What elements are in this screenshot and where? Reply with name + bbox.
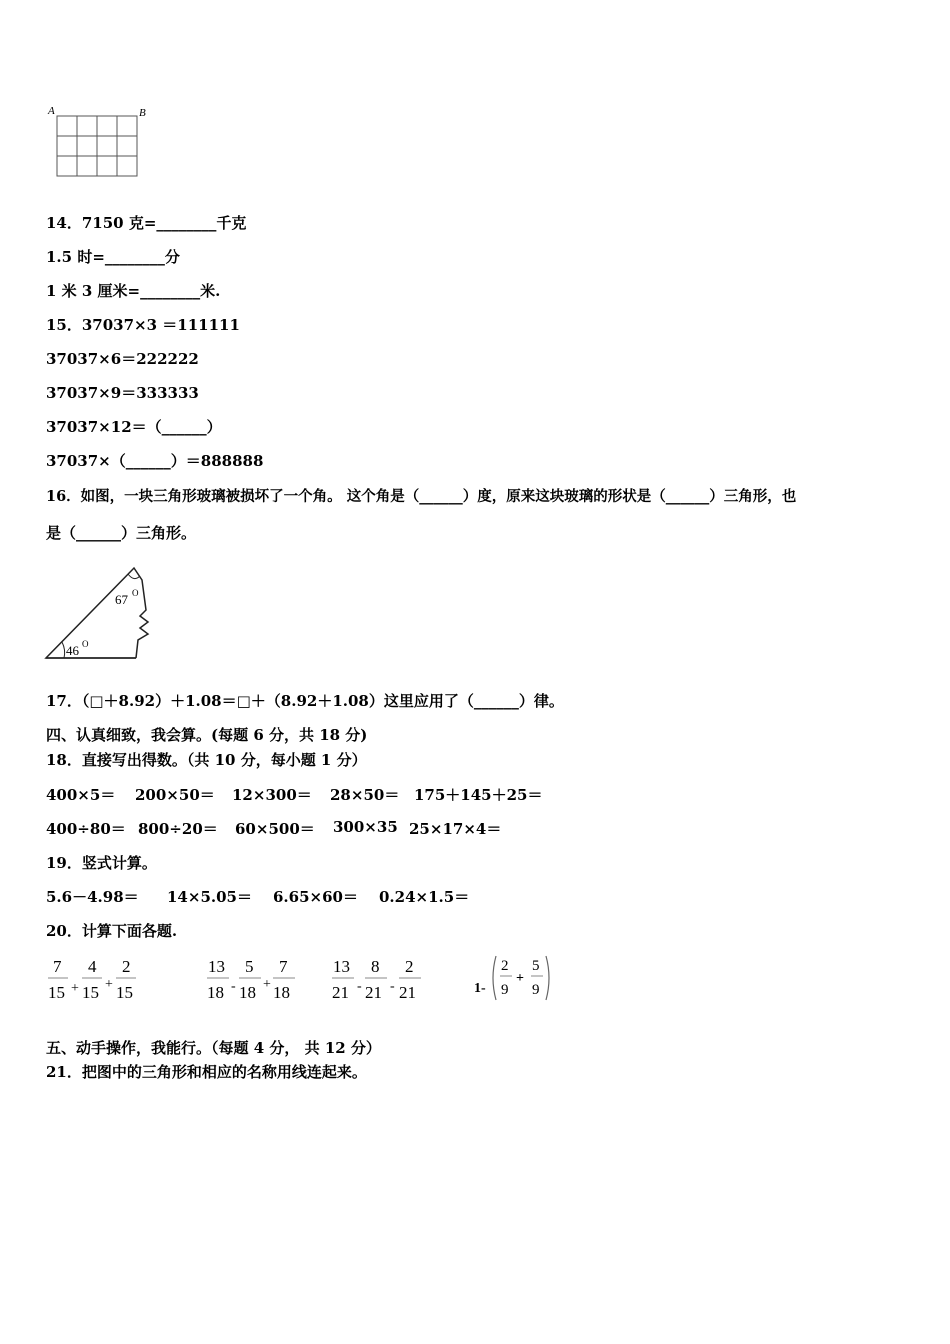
broken-triangle-figure	[40, 560, 180, 670]
frac-denominator: 9	[501, 982, 509, 998]
q18-r2-c4: 300×35	[333, 818, 398, 836]
grid-label-b: B	[139, 107, 146, 119]
q20-expr3	[332, 957, 421, 1002]
q19-item2: 14×5.05＝	[167, 888, 252, 906]
section4-title: 四、认真细致，我会算。(每题 6 分，共 18 分)	[46, 726, 368, 744]
q18-r2-c2: 800÷20＝	[138, 820, 218, 838]
left-paren	[493, 956, 496, 1000]
q19-item3: 6.65×60＝	[273, 888, 358, 906]
frac-denominator: 21	[365, 983, 382, 1002]
grid-label-a: A	[48, 105, 55, 117]
q20-expr2	[207, 957, 295, 1002]
q18-r1-c5: 175＋145＋25＝	[414, 786, 543, 804]
angle-arc-bottom	[62, 642, 65, 658]
frac-denominator: 21	[399, 983, 416, 1002]
q18-r2-c1: 400÷80＝	[46, 820, 126, 838]
q14-line2: 1.5 时=________分	[46, 248, 180, 266]
q16-line1: 16．如图，一块三角形玻璃被损坏了一个角。 这个角是（______）度，原来这块玻璃的形状是（______）三角形，也	[46, 488, 797, 505]
frac-numerator: 2	[405, 957, 414, 976]
q20-title: 20．计算下面各题.	[46, 922, 178, 940]
frac-numerator: 13	[333, 957, 350, 976]
op: -	[390, 979, 395, 994]
frac-numerator: 7	[53, 957, 62, 976]
q16-line2: 是（______）三角形。	[46, 524, 197, 542]
degree-mark-46: O	[82, 639, 89, 649]
q21-title: 21．把图中的三角形和相应的名称用线连起来。	[46, 1063, 367, 1081]
frac-denominator: 18	[273, 983, 290, 1002]
frac-numerator: 2	[122, 957, 131, 976]
q18-title: 18．直接写出得数。（共 10 分，每小题 1 分）	[46, 751, 367, 769]
section5-title: 五、动手操作，我能行。（每题 4 分， 共 12 分）	[46, 1039, 381, 1057]
grid-lines	[57, 116, 137, 176]
q18-r1-c4: 28×50＝	[330, 786, 400, 804]
op: +	[263, 977, 271, 992]
q20-expr4	[474, 956, 549, 1000]
q18-r1-c2: 200×50＝	[135, 786, 215, 804]
frac-denominator: 18	[239, 983, 256, 1002]
frac-denominator: 21	[332, 983, 349, 1002]
triangle-outline	[46, 568, 148, 658]
q14-line1: 14．7150 克=________千克	[46, 214, 247, 232]
q15-line1: 15．37037×3 ＝111111	[46, 316, 240, 334]
op: +	[105, 977, 113, 992]
angle-label-46: 46	[66, 643, 79, 658]
q15-line3: 37037×9＝333333	[46, 384, 199, 402]
q18-r2-c5: 25×17×4＝	[409, 820, 502, 838]
q19-item1: 5.6－4.98＝	[46, 888, 139, 906]
right-paren	[546, 956, 549, 1000]
frac-numerator: 2	[501, 958, 509, 974]
frac-numerator: 8	[371, 957, 380, 976]
frac-numerator: 13	[208, 957, 225, 976]
q20-expr1	[48, 957, 136, 1002]
frac-numerator: 5	[532, 958, 540, 974]
q18-r1-c3: 12×300＝	[232, 786, 312, 804]
q18-r1-c1: 400×5＝	[46, 786, 116, 804]
frac-denominator: 15	[116, 983, 133, 1002]
degree-mark-67: O	[132, 588, 139, 598]
q19-item4: 0.24×1.5＝	[379, 888, 470, 906]
q15-line2: 37037×6＝222222	[46, 350, 199, 368]
q14-line3: 1 米 3 厘米=________米.	[46, 282, 221, 300]
frac-numerator: 4	[88, 957, 97, 976]
frac-denominator: 15	[48, 983, 65, 1002]
op: +	[71, 981, 79, 996]
q18-r2-c3: 60×500＝	[235, 820, 315, 838]
op: -	[357, 979, 362, 994]
frac-denominator: 15	[82, 983, 99, 1002]
frac-denominator: 9	[532, 982, 540, 998]
q19-title: 19．竖式计算。	[46, 854, 157, 872]
op: -	[231, 979, 236, 994]
q15-line4: 37037×12＝（______）	[46, 418, 222, 436]
q20-fractions	[40, 950, 580, 1010]
frac-numerator: 7	[279, 957, 288, 976]
frac-denominator: 18	[207, 983, 224, 1002]
q15-line5: 37037×（______）＝888888	[46, 452, 264, 470]
q17-line1: 17．（□＋8.92）＋1.08＝□＋（8.92＋1.08）这里应用了（______）律。	[46, 692, 564, 710]
op: +	[516, 971, 524, 986]
frac-numerator: 5	[245, 957, 254, 976]
angle-label-67: 67	[115, 592, 128, 607]
grid-figure	[44, 100, 154, 180]
prefix: 1-	[474, 981, 486, 996]
